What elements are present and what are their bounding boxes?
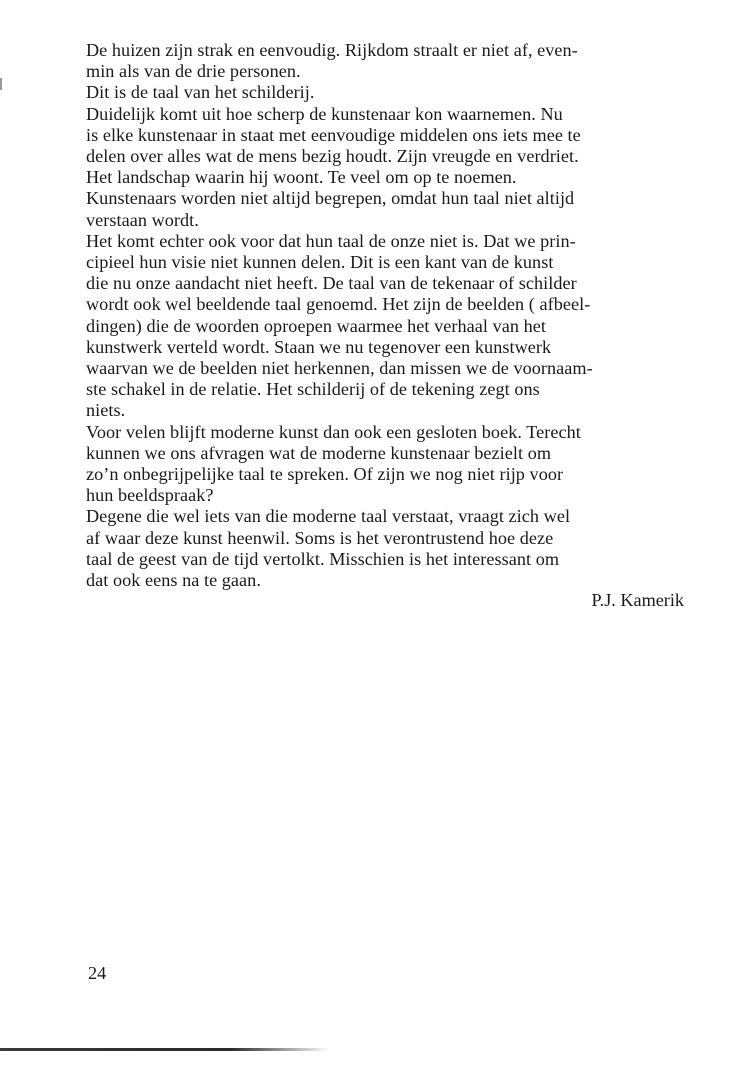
text-line: Voor velen blijft moderne kunst dan ook een gesloten boek. Terecht (86, 421, 581, 442)
text-line: Duidelijk komt uit hoe scherp de kunstenaar kon waarnemen. Nu (86, 103, 563, 124)
text-line: verstaan wordt. (86, 209, 199, 230)
text-line: dingen) die de woorden oproepen waarmee het verhaal van het (86, 315, 546, 336)
scan-edge-mark (0, 78, 2, 90)
text-line: Het komt echter ook voor dat hun taal de onze niet is. Dat we prin- (86, 230, 576, 251)
text-line: zo’n onbegrijpelijke taal te spreken. Of zijn we nog niet rijp voor (86, 464, 564, 485)
text-line: die nu onze aandacht niet heeft. De taal van de tekenaar of schilder (86, 273, 577, 294)
author-signature: P.J. Kamerik (591, 590, 684, 610)
text-line: dat ook eens na te gaan. (86, 570, 261, 591)
body-text (86, 40, 706, 591)
text-line: min als van de drie personen. (86, 61, 301, 82)
text-line: ste schakel in de relatie. Het schilderij of de tekening zegt ons (86, 379, 540, 400)
page-number: 24 (88, 963, 107, 983)
text-line: cipieel hun visie niet kunnen delen. Dit is een kant van de kunst (86, 252, 554, 273)
scan-bottom-edge (0, 1048, 330, 1051)
text-line: af waar deze kunst heenwil. Soms is het verontrustend hoe deze (86, 527, 554, 548)
text-line: Dit is de taal van het schilderij. (86, 82, 315, 103)
text-line: niets. (86, 400, 126, 421)
text-line: kunstwerk verteld wordt. Staan we nu tegenover een kunstwerk (86, 336, 552, 357)
text-line: Het landschap waarin hij woont. Te veel om op te noemen. (86, 167, 517, 188)
text-line: waarvan we de beelden niet herkennen, dan missen we de voornaam- (86, 358, 593, 379)
text-line: is elke kunstenaar in staat met eenvoudige middelen ons iets mee te (86, 124, 581, 145)
text-line: hun beeldspraak? (86, 485, 214, 506)
text-line: taal de geest van de tijd vertolkt. Misschien is het interessant om (86, 548, 560, 569)
text-line: De huizen zijn strak en eenvoudig. Rijkdom straalt er niet af, even- (86, 40, 578, 60)
text-line: delen over alles wat de mens bezig houdt. Zijn vreugde en verdriet. (86, 146, 579, 167)
text-line: Kunstenaars worden niet altijd begrepen, omdat hun taal niet altijd (86, 188, 575, 209)
text-line: Degene die wel iets van die moderne taal verstaat, vraagt zich wel (86, 506, 571, 527)
text-line: kunnen we ons afvragen wat de moderne kunstenaar bezielt om (86, 442, 552, 463)
text-line: wordt ook wel beeldende taal genoemd. Het zijn de beelden ( afbeel- (86, 294, 591, 315)
